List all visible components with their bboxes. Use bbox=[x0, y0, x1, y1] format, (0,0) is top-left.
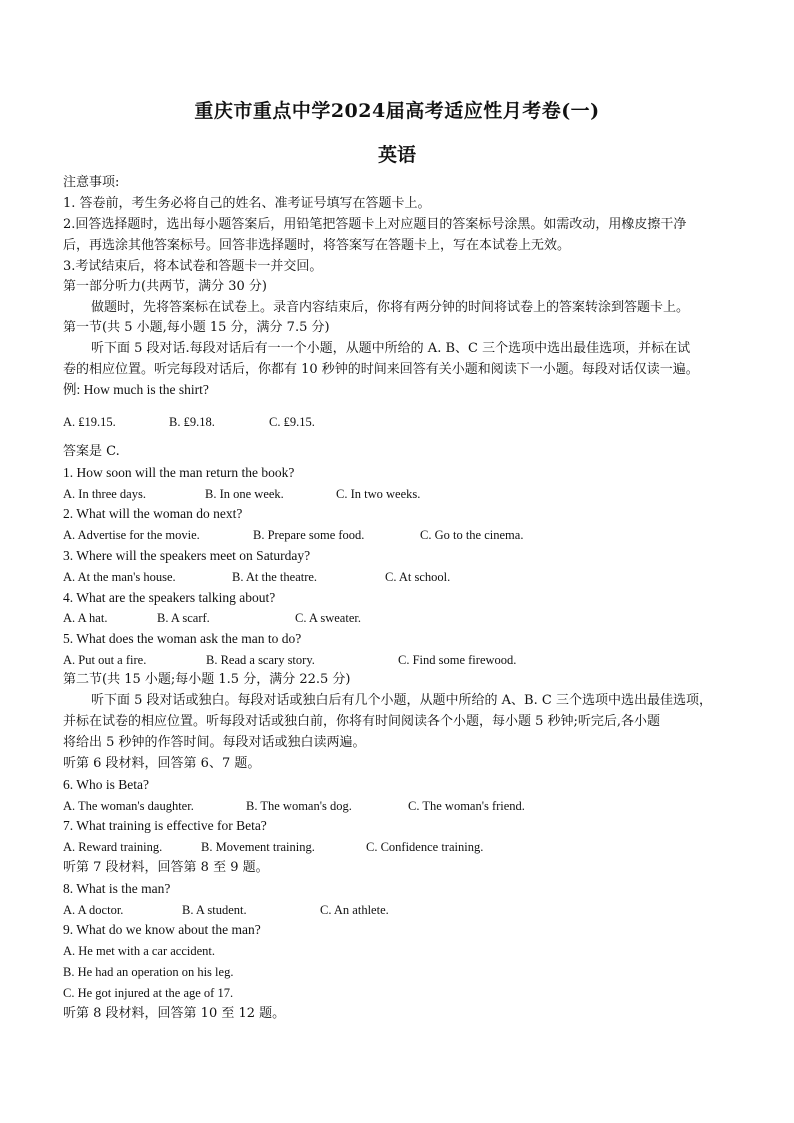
question-1: 1. How soon will the man return the book? bbox=[63, 465, 295, 480]
q1-option-b: B. In one week. bbox=[205, 487, 284, 501]
q2-option-b: B. Prepare some food. bbox=[253, 528, 365, 542]
notice-item-3: 3.考试结束后，将本试卷和答题卡一并交回。 bbox=[63, 259, 323, 274]
q6-option-c: C. The woman's friend. bbox=[408, 799, 525, 813]
q1-option-c: C. In two weeks. bbox=[336, 487, 421, 501]
q3-option-b: B. At the theatre. bbox=[232, 570, 318, 584]
q8-option-b: B. A student. bbox=[182, 903, 247, 917]
q7-option-a: A. Reward training. bbox=[63, 840, 163, 854]
q5-option-c: C. Find some firewood. bbox=[398, 653, 517, 667]
q2-option-a: A. Advertise for the movie. bbox=[63, 528, 200, 542]
question-6: 6. Who is Beta? bbox=[63, 777, 149, 792]
example-option-b: B. ₤9.18. bbox=[169, 415, 215, 429]
question-8: 8. What is the man? bbox=[63, 881, 171, 896]
section1-instruction-2: 卷的相应位置。听完每段对话后，你都有 10 秒钟的时间来回答有关小题和阅读下一小题。每段对话仅读一遍。 bbox=[63, 362, 699, 377]
q3-option-c: C. At school. bbox=[385, 570, 451, 584]
example-question: 例: How much is the shirt? bbox=[63, 382, 209, 397]
q5-option-b: B. Read a scary story. bbox=[206, 653, 315, 667]
q4-option-a: A. A hat. bbox=[63, 611, 108, 625]
section2-instruction-2: 并标在试卷的相应位置。听每段对话或独白前，你将有时间阅读各个小题，每小题 5 秒钟;听完后,各小题 bbox=[63, 714, 661, 729]
q6-option-b: B. The woman's dog. bbox=[246, 799, 352, 813]
q5-option-a: A. Put out a fire. bbox=[63, 653, 147, 667]
notice-item-2: 2.回答选择题时，选出每小题答案后，用铅笔把答题卡上对应题目的答案标号涂黑。如需改动，用橡皮擦干净 bbox=[63, 217, 687, 232]
example-option-a: A. ₤19.15. bbox=[63, 415, 116, 429]
q9-option-c: C. He got injured at the age of 17. bbox=[63, 986, 234, 1000]
part1-instruction: 做题时，先将答案标在试卷上。录音内容结束后，你将有两分钟的时间将试卷上的答案转涂到答题卡上。 bbox=[91, 300, 690, 315]
subject-title: 英语 bbox=[377, 144, 416, 166]
q1-option-a: A. In three days. bbox=[63, 487, 146, 501]
q3-option-a: A. At the man's house. bbox=[63, 570, 176, 584]
material-8-note: 听第 8 段材料，回答第 10 至 12 题。 bbox=[63, 1006, 286, 1021]
notice-item-2-cont: 后，再选涂其他答案标号。回答非选择题时，将答案写在答题卡上，写在本试卷上无效。 bbox=[63, 238, 571, 253]
exam-title: 重庆市重点中学2024届高考适应性月考卷(一) bbox=[194, 100, 600, 122]
question-4: 4. What are the speakers talking about? bbox=[63, 590, 276, 605]
example-answer: 答案是 C. bbox=[63, 444, 120, 459]
question-2: 2. What will the woman do next? bbox=[63, 506, 243, 521]
material-7-note: 听第 7 段材料，回答第 8 至 9 题。 bbox=[63, 860, 269, 875]
q4-option-c: C. A sweater. bbox=[295, 611, 361, 625]
section1-instruction-1: 听下面 5 段对话.每段对话后有一一个小题，从题中所给的 A. B、C 三个选项中选出最佳选项，并标在试 bbox=[91, 341, 691, 356]
section1-heading: 第一节(共 5 小题,每小题 15 分，满分 7.5 分) bbox=[63, 320, 330, 335]
section2-heading: 第二节(共 15 小题;每小题 1.5 分，满分 22.5 分) bbox=[63, 672, 351, 687]
part1-heading: 第一部分听力(共两节，满分 30 分) bbox=[63, 279, 267, 294]
question-9: 9. What do we know about the man? bbox=[63, 922, 261, 937]
notice-heading: 注意事项: bbox=[63, 175, 120, 190]
notice-item-1: 1. 答卷前，考生务必将自己的姓名、准考证号填写在答题卡上。 bbox=[63, 196, 431, 211]
q8-option-c: C. An athlete. bbox=[320, 903, 389, 917]
q9-option-a: A. He met with a car accident. bbox=[63, 944, 216, 958]
example-option-c: C. ₤9.15. bbox=[269, 415, 315, 429]
q7-option-b: B. Movement training. bbox=[201, 840, 315, 854]
q7-option-c: C. Confidence training. bbox=[366, 840, 484, 854]
q2-option-c: C. Go to the cinema. bbox=[420, 528, 524, 542]
section2-instruction-1: 听下面 5 段对话或独白。每段对话或独白后有几个小题，从题中所给的 A、B. C 三个选项中选出最佳选项， bbox=[91, 693, 712, 708]
q6-option-a: A. The woman's daughter. bbox=[63, 799, 194, 813]
question-3: 3. Where will the speakers meet on Saturday? bbox=[63, 548, 311, 563]
q9-option-b: B. He had an operation on his leg. bbox=[63, 965, 234, 979]
section2-instruction-3: 将给出 5 秒钟的作答时间。每段对话或独白读两遍。 bbox=[63, 735, 366, 750]
q4-option-b: B. A scarf. bbox=[157, 611, 210, 625]
question-7: 7. What training is effective for Beta? bbox=[63, 818, 267, 833]
question-5: 5. What does the woman ask the man to do? bbox=[63, 631, 302, 646]
q8-option-a: A. A doctor. bbox=[63, 903, 124, 917]
material-6-note: 听第 6 段材料，回答第 6、7 题。 bbox=[63, 756, 261, 771]
